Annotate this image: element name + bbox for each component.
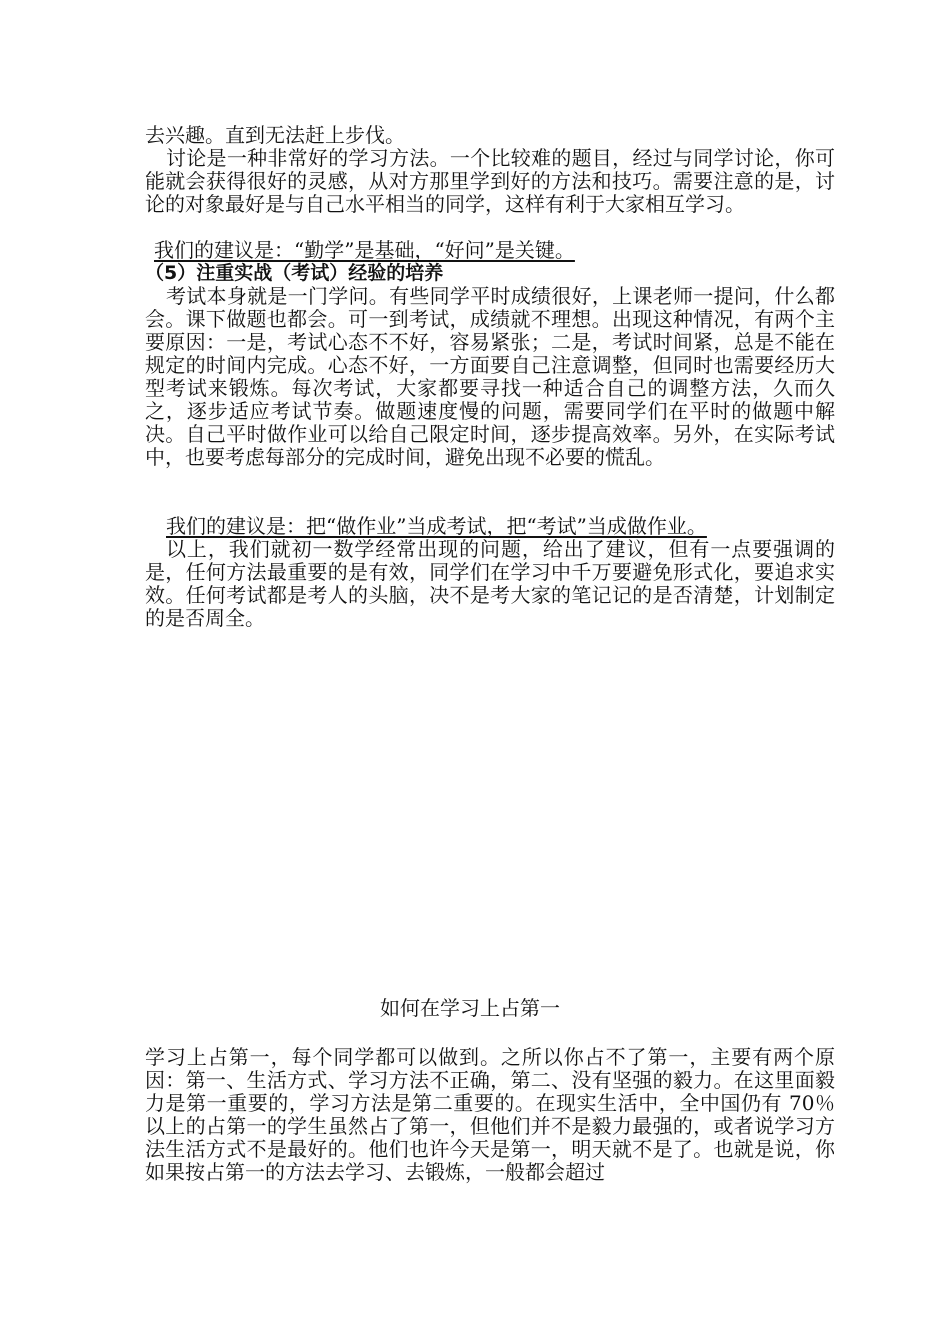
recommendation-ask — [145, 239, 575, 262]
recommendation-exam — [145, 515, 707, 538]
article-title: 如何在学习上占第一 — [380, 996, 560, 1020]
paragraph-discussion: 讨论是一种非常好的学习方法。一个比较难的题目，经过与同学讨论，你可能就会获得很好的灵感，从对方那里学到好的方法和技巧。需要注意的是，讨论的对象最好是与自己水平相当的同学，这样有利于大家相互学习。 — [145, 146, 835, 216]
paragraph-summary: 以上，我们就初一数学经常出现的问题，给出了建议，但有一点要强调的是，任何方法最重要的是有效，同学们在学习中千万要避免形式化，要追求实效。任何考试都是考人的头脑，决不是考大家的笔记记的是否清楚，计划制定的是否周全。 — [145, 537, 835, 630]
paragraph-exam: 考试本身就是一门学问。有些同学平时成绩很好，上课老师一提问，什么都会。课下做题也都会。可一到考试，成绩就不理想。出现这种情况，有两个主要原因：一是，考试心态不不好，容易紧张；二是，考试时间紧，总是不能在规定的时间内完成。心态不好，一方面要自己注意调整，但同时也需要经历大型考试来锻炼。每次考试，大家都要寻找一种适合自己的调整方法，久而久之，逐步适应考试节奏。做题速度慢的问题，需要同学们在平时的做题中解决。自己平时做作业可以给自己限定时间，逐步提高效率。另外，在实际考试中，也要考虑每部分的完成时间，避免出现不必要的慌乱。 — [145, 284, 835, 469]
paragraph-continuation: 去兴趣。直到无法赶上步伐。 — [145, 123, 405, 147]
recommendation-exam-text: 我们的建议是：把“做作业”当成考试，把“考试”当成做作业。 — [166, 514, 707, 538]
paragraph-first-place: 学习上占第一，每个同学都可以做到。之所以你占不了第一，主要有两个原因：第一、生活方式、学习方法不正确，第二、没有坚强的毅力。在这里面毅力是第一重要的，学习方法是第二重要的。在现实生活中，全中国仍有 70％以上的占第一的学生虽然占了第一，但他们并不是毅力最强的，或者说学习方法生活方式不是最好的。他们也许今天是第一，明天就不是了。也就是说，你如果按占第一的方法去学习、去锻炼，一般都会超过 — [145, 1045, 835, 1184]
section-heading-exam-experience: （5）注重实战（考试）经验的培养 — [145, 262, 444, 284]
recommendation-ask-text: 我们的建议是：“勤学”是基础，“好问”是关键。 — [154, 238, 575, 262]
